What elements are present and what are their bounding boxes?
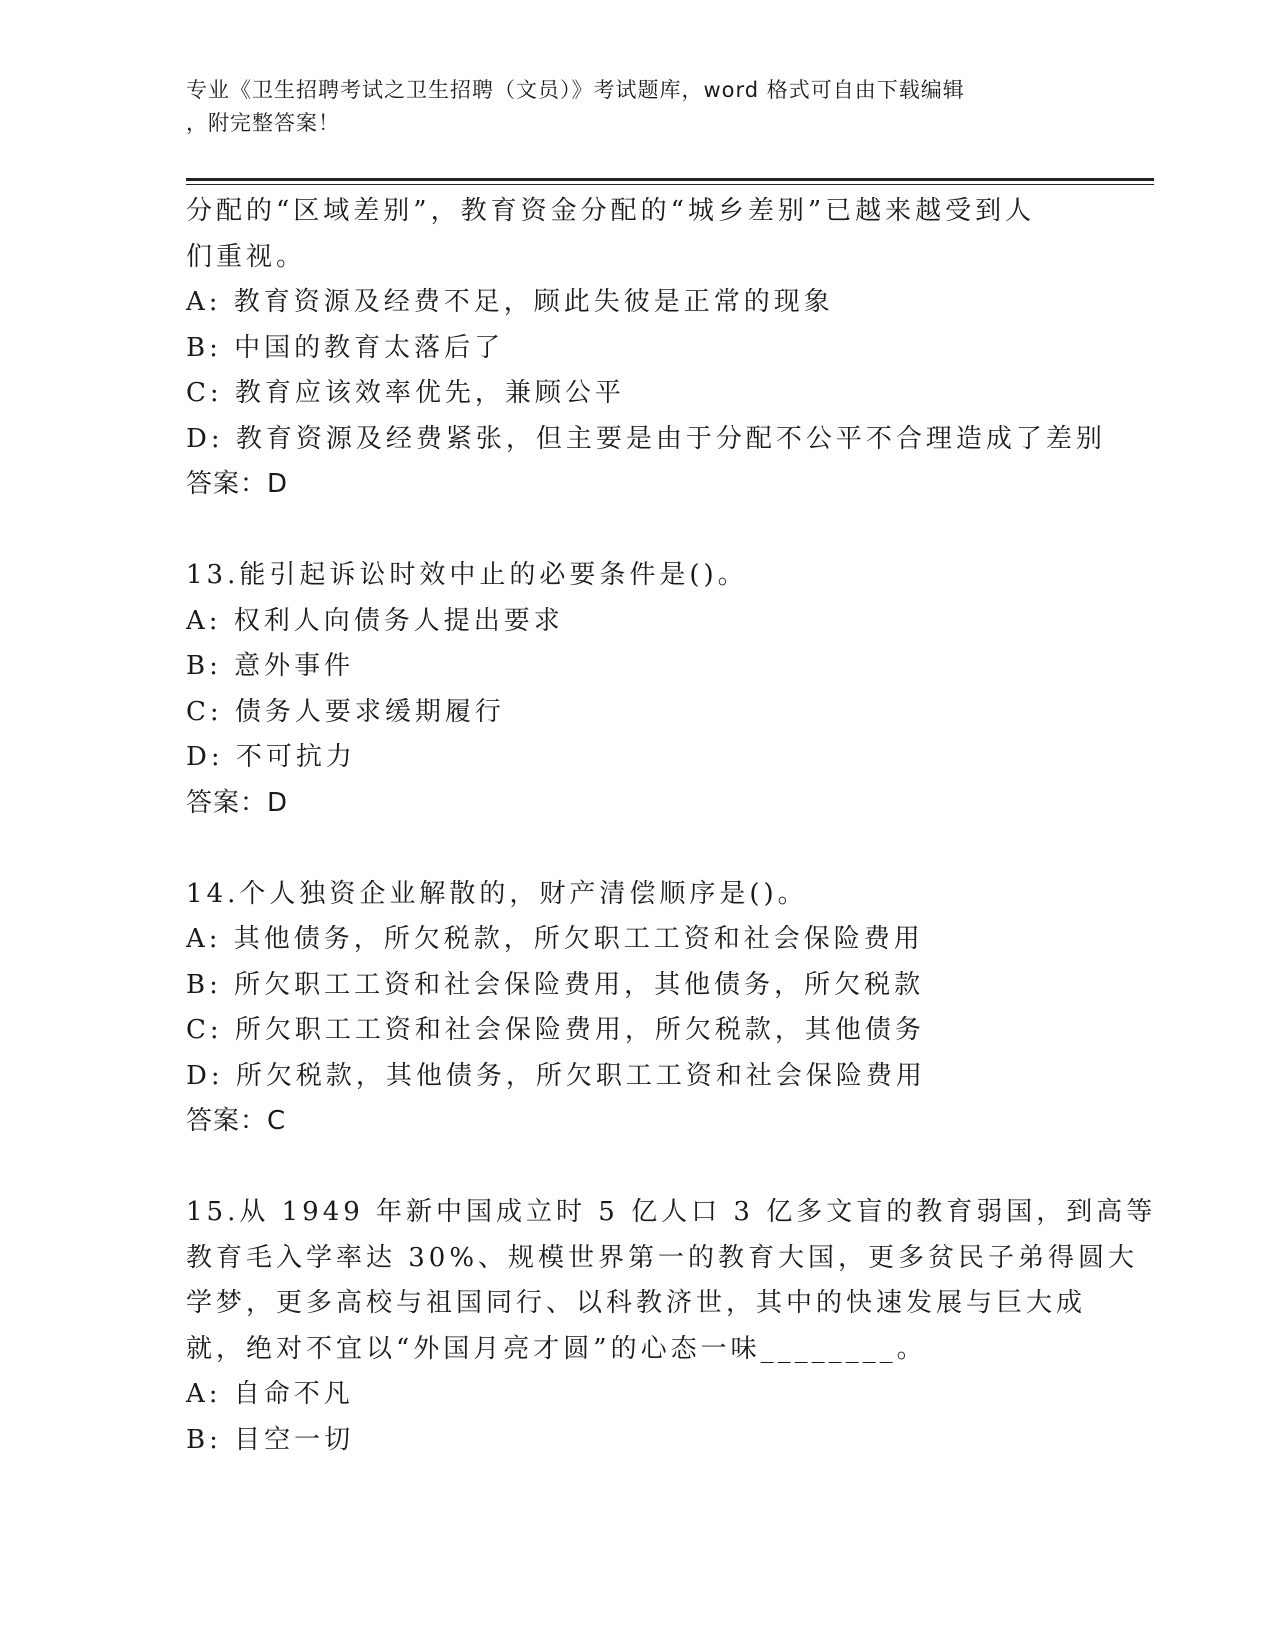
option-d: D: 所欠税款，其他债务，所欠职工工资和社会保险费用	[186, 1060, 926, 1091]
question-15	[186, 1190, 1157, 1463]
option-c: C: 教育应该效率优先，兼顾公平	[186, 378, 625, 408]
option-b: B: 所欠职工工资和社会保险费用，其他债务，所欠税款	[186, 969, 925, 1000]
option-a: A: 其他债务，所欠税款，所欠职工工资和社会保险费用	[186, 924, 924, 954]
question-14	[186, 872, 1086, 1145]
question-text-line: 15.从 1949 年新中国成立时 5 亿人口 3 亿多文盲的教育弱国，到高等	[186, 1197, 1157, 1227]
question-13	[186, 553, 1086, 826]
question-text-line: 们重视。	[186, 241, 307, 272]
question-text: 13.能引起诉讼时效中止的必要条件是()。	[186, 560, 748, 590]
answer: 答案：D	[186, 469, 289, 499]
spacer	[186, 826, 1086, 872]
option-b: B: 意外事件	[186, 651, 355, 681]
header-line-1: 专业《卫生招聘考试之卫生招聘（文员）》考试题库，word 格式可自由下载编辑	[186, 78, 965, 102]
option-a: A: 教育资源及经费不足，顾此失彼是正常的现象	[186, 287, 834, 317]
question-text-line: 教育毛入学率达 30%、规模世界第一的教育大国，更多贫民子弟得圆大	[186, 1242, 1139, 1273]
document-header	[186, 74, 1066, 140]
question-text: 14.个人独资企业解散的，财产清偿顺序是()。	[186, 878, 808, 909]
option-a: A: 权利人向债务人提出要求	[186, 605, 564, 636]
option-b: B: 目空一切	[186, 1424, 355, 1455]
option-b: B: 中国的教育太落后了	[186, 332, 505, 363]
answer: 答案：C	[186, 1106, 287, 1136]
spacer	[186, 508, 1086, 554]
option-c: C: 债务人要求缓期履行	[186, 696, 505, 727]
option-d: D: 不可抗力	[186, 742, 356, 772]
question-12	[186, 189, 1106, 508]
spacer	[186, 1145, 1086, 1191]
header-rule-thin	[186, 184, 1154, 185]
header-line-2: ，附完整答案！	[186, 111, 340, 135]
question-text-line: 学梦，更多高校与祖国同行、以科教济世，其中的快速发展与巨大成	[186, 1288, 1087, 1318]
option-d: D: 教育资源及经费紧张，但主要是由于分配不公平不合理造成了差别	[186, 423, 1106, 454]
answer: 答案：D	[186, 787, 289, 818]
option-a: A: 自命不凡	[186, 1379, 354, 1409]
question-content	[186, 189, 1157, 1463]
header-rule-thick	[186, 178, 1154, 181]
question-text-line: 就，绝对不宜以“外国月亮才圆”的心态一味________。	[186, 1333, 927, 1364]
question-text-line: 分配的“区域差别”，教育资金分配的“城乡差别”已越来越受到人	[186, 196, 1036, 226]
option-c: C: 所欠职工工资和社会保险费用，所欠税款，其他债务	[186, 1015, 925, 1045]
